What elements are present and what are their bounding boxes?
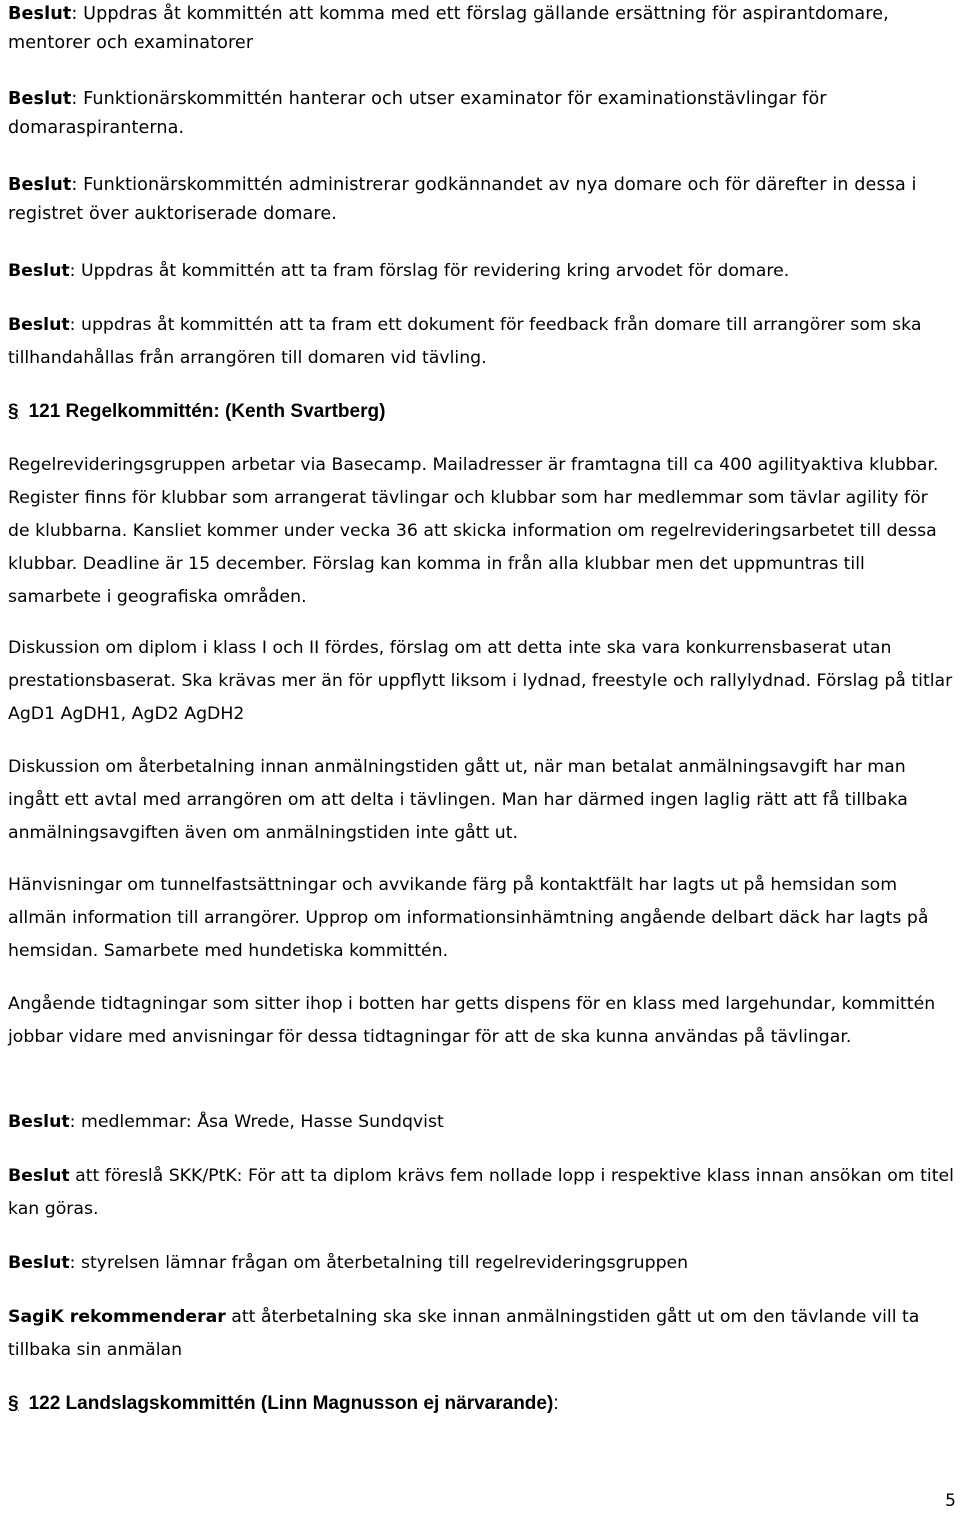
body-paragraph: Hänvisningar om tunnelfastsättningar och avvikande färg på kontaktfält har lagts ut på hemsidan som allmän information till arrangörer. Upprop om informationsinhämtning angående delbart däck har lagts på hemsidan. Samarbete med hundetiska kommittén. [8,875,929,961]
decision-paragraph [8,85,954,143]
section-title: 122 Landslagskommittén (Linn Magnusson ej närvarande) [28,1393,554,1414]
recommendation-paragraph [8,1301,954,1367]
decision-text: : Funktionärskommittén hanterar och utser examinator för examinationstävlingar för domaraspiranterna. [8,89,827,138]
decision-text: : Funktionärskommittén administrerar godkännandet av nya domare och för därefter in dessa i registret över auktoriserade domare. [8,175,917,224]
decision-label: Beslut [8,261,70,281]
decision-text: : styrelsen lämnar frågan om återbetalning till regelrevideringsgruppen [69,1253,689,1273]
decision-label: Beslut [8,4,72,24]
decision-label: Beslut [8,1112,70,1132]
decision-text: : Uppdras åt kommittén att komma med ett förslag gällande ersättning för aspirantdomare, mentorer och examinatorer [8,4,889,53]
section-title: 121 Regelkommittén: (Kenth Svartberg) [28,401,386,422]
decision-text: : medlemmar: Åsa Wrede, Hasse Sundqvist [69,1112,444,1132]
decision-paragraph [8,0,954,58]
body-paragraph: Diskussion om diplom i klass I och II fördes, förslag om att detta inte ska vara konkurrensbaserat utan prestationsbaserat. Ska krävas mer än för uppflytt liksom i lydnad, freestyle och rallylydnad. Förslag på titlar AgD1 AgDH1, AgD2 AgDH2 [8,638,953,724]
recommendation-label: SagiK rekommenderar [8,1307,226,1327]
decision-label: Beslut [8,89,72,109]
decision-paragraph [8,255,954,288]
decision-text: : Uppdras åt kommittén att ta fram förslag för revidering kring arvodet för domare. [69,261,790,281]
section-symbol: § [8,1393,19,1414]
body-paragraph: Angående tidtagningar som sitter ihop i botten har getts dispens för en klass med largehundar, kommittén jobbar vidare med anvisningar för dessa tidtagningar för att de ska kunna användas på tävlingar. [8,994,936,1047]
section-heading-122 [8,1392,559,1416]
section-symbol: § [8,401,19,422]
decision-label: Beslut [8,1253,70,1273]
decision-paragraph [8,309,954,375]
decision-label: Beslut [8,1166,70,1186]
decision-paragraph [8,171,954,229]
decision-text: att föreslå SKK/PtK: För att ta diplom krävs fem nollade lopp i respektive klass innan ansökan om titel kan göras. [8,1166,954,1219]
section-colon: : [553,1393,559,1414]
body-paragraph: Regelrevideringsgruppen arbetar via Basecamp. Mailadresser är framtagna till ca 400 agilityaktiva klubbar. Register finns för klubbar som arrangerat tävlingar och klubbar som har medlemmar som tävlar agility för de klubbarna. Kansliet kommer under vecka 36 att skicka information om regelrevideringsarbetet till dessa klubbar. Deadline är 15 december. Förslag kan komma in från alla klubbar men det uppmuntras till samarbete i geografiska områden. [8,455,939,607]
decision-paragraph [8,1160,954,1226]
decision-label: Beslut [8,175,72,195]
decision-paragraph [8,1106,954,1139]
decision-text: : uppdras åt kommittén att ta fram ett dokument för feedback från domare till arrangörer som ska tillhandahållas från arrangören till domaren vid tävling. [8,315,922,368]
section-heading-121 [8,400,385,424]
body-paragraph: Diskussion om återbetalning innan anmälningstiden gått ut, när man betalat anmälningsavgift har man ingått ett avtal med arrangören om att delta i tävlingen. Man har därmed ingen laglig rätt att få tillbaka anmälningsavgiften även om anmälningstiden inte gått ut. [8,757,908,843]
page-number: 5 [945,1491,956,1511]
recommendation-text: att återbetalning ska ske innan anmälningstiden gått ut om den tävlande vill ta tillbaka sin anmälan [8,1307,920,1360]
decision-label: Beslut [8,315,70,335]
decision-paragraph [8,1247,954,1280]
